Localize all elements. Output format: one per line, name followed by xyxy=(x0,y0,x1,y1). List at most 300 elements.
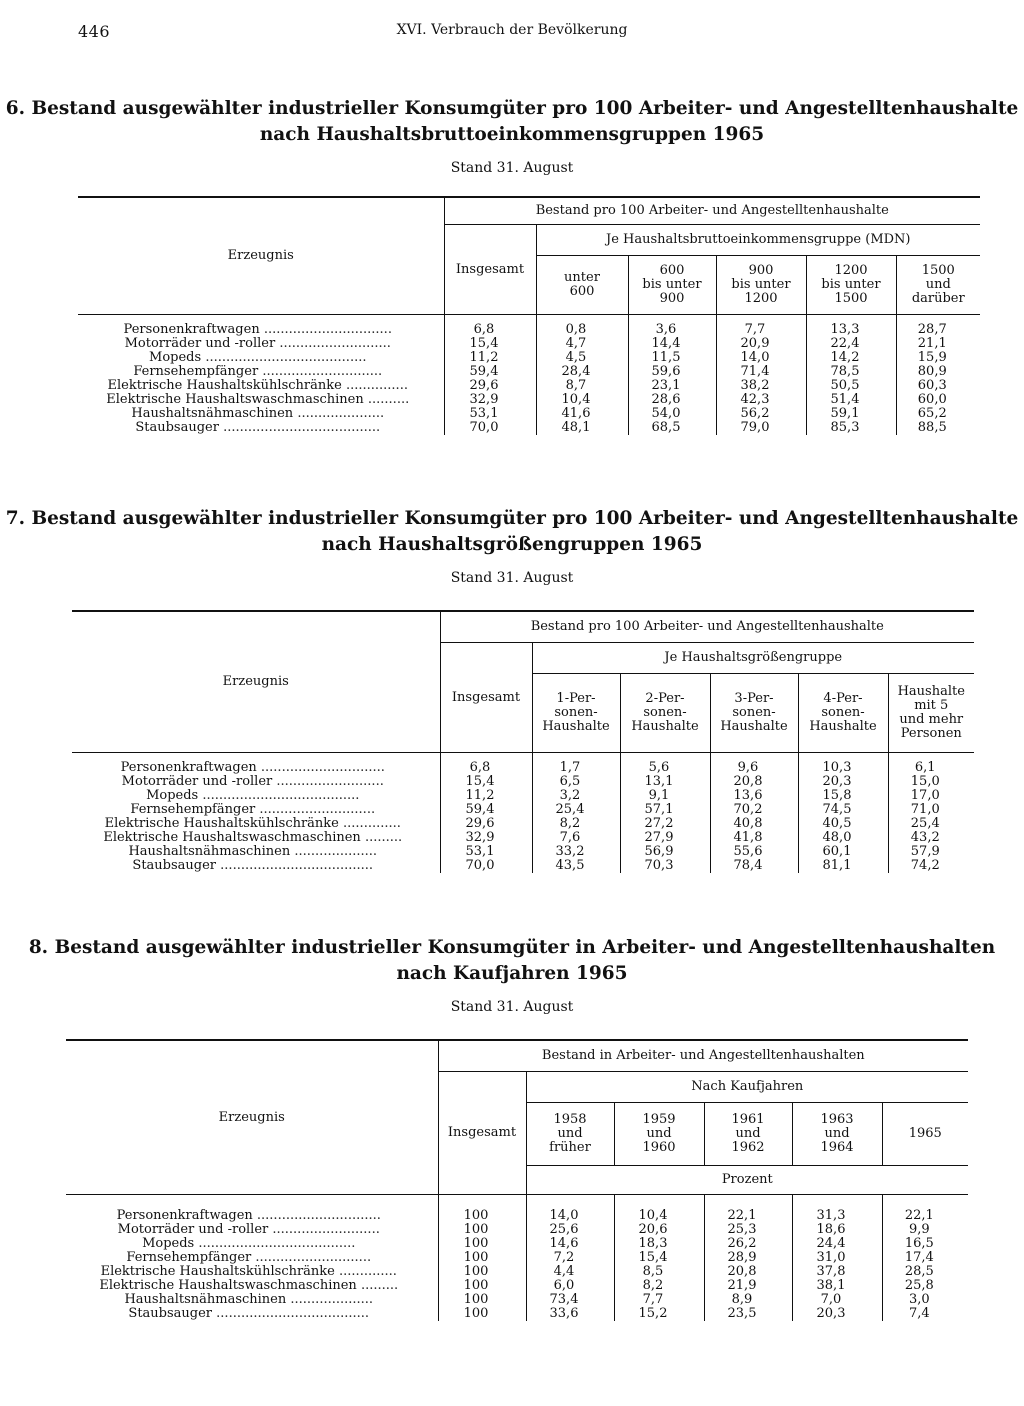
value-total: 53,1 xyxy=(440,845,532,859)
data-table xyxy=(72,610,974,873)
row-label: Elektrische Haushaltskühlschränke xyxy=(100,1265,335,1279)
row-label-cell xyxy=(78,351,444,365)
column-header-line: Haushalte xyxy=(897,684,965,699)
column-header-line: 1500 xyxy=(834,291,868,306)
value-cell: 16,5 xyxy=(882,1237,968,1251)
value-cell: 14,0 xyxy=(716,351,806,365)
value-cell: 24,4 xyxy=(792,1237,882,1251)
value-cell: 3,6 xyxy=(628,323,716,337)
value-cell: 0,8 xyxy=(536,323,628,337)
header-row-group xyxy=(66,1040,968,1072)
value-cell: 6,5 xyxy=(532,775,620,789)
leader-dots: ............................ xyxy=(259,803,376,817)
value-cell: 20,8 xyxy=(704,1265,792,1279)
value-cell: 1,7 xyxy=(532,761,620,775)
column-subgroup-header: Nach Kaufjahren xyxy=(526,1072,968,1103)
row-label: Fernsehempfänger xyxy=(126,1251,252,1265)
row-label: Staubsauger xyxy=(132,859,217,873)
running-title: XVI. Verbrauch der Bevölkerung xyxy=(396,22,628,38)
value-cell: 8,7 xyxy=(536,379,628,393)
table-row xyxy=(78,407,980,421)
row-label: Staubsauger xyxy=(135,421,219,435)
column-header-line: 1963 xyxy=(820,1112,854,1127)
leader-dots: .......................... xyxy=(276,775,384,789)
value-cell: 8,2 xyxy=(614,1279,704,1293)
leader-dots: ............... xyxy=(345,379,408,393)
value-cell: 9,9 xyxy=(882,1223,968,1237)
value-cell: 60,1 xyxy=(798,845,888,859)
leader-dots: .......................... xyxy=(272,1223,380,1237)
column-header-group-5 xyxy=(896,256,980,315)
value-total: 100 xyxy=(438,1237,526,1251)
value-cell: 78,5 xyxy=(806,365,896,379)
column-group-header: Bestand pro 100 Arbeiter- und Angestelltenhaushalte xyxy=(444,197,980,225)
table-row xyxy=(66,1209,968,1223)
column-header-line: 1962 xyxy=(731,1140,765,1155)
value-cell: 25,4 xyxy=(888,817,974,831)
value-total: 100 xyxy=(438,1265,526,1279)
row-label-cell xyxy=(66,1251,438,1265)
row-label-cell xyxy=(72,845,440,859)
value-cell: 14,4 xyxy=(628,337,716,351)
value-cell: 38,2 xyxy=(716,379,806,393)
value-cell: 8,5 xyxy=(614,1265,704,1279)
row-label-cell xyxy=(66,1209,438,1223)
column-header-group-2 xyxy=(620,674,710,753)
row-label: Elektrische Haushaltskühlschränke xyxy=(104,817,339,831)
value-cell: 59,6 xyxy=(628,365,716,379)
row-label-cell xyxy=(78,365,444,379)
value-cell: 74,5 xyxy=(798,803,888,817)
value-cell: 21,1 xyxy=(896,337,980,351)
value-total: 29,6 xyxy=(440,817,532,831)
value-cell: 23,5 xyxy=(704,1307,792,1321)
column-header-product: Erzeugnis xyxy=(72,611,440,753)
value-cell: 15,9 xyxy=(896,351,980,365)
column-header-line: 4-Per- xyxy=(823,691,863,706)
page-number: 446 xyxy=(78,22,111,41)
spacer-cell xyxy=(704,1195,792,1210)
table-title-line2: nach Kaufjahren 1965 xyxy=(396,963,628,984)
row-label: Elektrische Haushaltskühlschränke xyxy=(107,379,342,393)
leader-dots: .............. xyxy=(343,817,401,831)
value-cell: 40,8 xyxy=(710,817,798,831)
value-cell: 10,3 xyxy=(798,761,888,775)
value-cell: 9,6 xyxy=(710,761,798,775)
value-cell: 37,8 xyxy=(792,1265,882,1279)
spacer-row xyxy=(66,1195,968,1210)
row-label: Personenkraftwagen xyxy=(116,1209,253,1223)
value-cell: 79,0 xyxy=(716,421,806,435)
value-cell: 14,0 xyxy=(526,1209,614,1223)
value-total: 70,0 xyxy=(440,859,532,873)
leader-dots: ...................................... xyxy=(202,789,360,803)
leader-dots: .............................. xyxy=(256,1209,381,1223)
table-row xyxy=(66,1293,968,1307)
spacer-cell xyxy=(792,1195,882,1210)
leader-dots: ............................ xyxy=(255,1251,372,1265)
value-cell: 25,6 xyxy=(526,1223,614,1237)
value-cell: 41,6 xyxy=(536,407,628,421)
value-total: 100 xyxy=(438,1279,526,1293)
spacer-cell xyxy=(438,1195,526,1210)
table-row xyxy=(78,421,980,435)
value-cell: 28,4 xyxy=(536,365,628,379)
leader-dots: ........................... xyxy=(279,337,391,351)
value-total: 29,6 xyxy=(444,379,536,393)
value-cell: 7,0 xyxy=(792,1293,882,1307)
value-cell: 18,3 xyxy=(614,1237,704,1251)
leader-dots: ......... xyxy=(364,831,403,845)
table-row xyxy=(72,845,974,859)
value-total: 32,9 xyxy=(444,393,536,407)
value-cell: 55,6 xyxy=(710,845,798,859)
value-cell: 33,2 xyxy=(532,845,620,859)
row-label: Motorräder und -roller xyxy=(124,337,276,351)
table-row xyxy=(78,351,980,365)
value-cell: 14,2 xyxy=(806,351,896,365)
row-label-cell xyxy=(78,323,444,337)
column-header-group-5 xyxy=(882,1103,968,1166)
table-row xyxy=(78,379,980,393)
leader-dots: .......... xyxy=(367,393,410,407)
value-cell: 27,9 xyxy=(620,831,710,845)
column-header-total: Insgesamt xyxy=(438,1072,526,1195)
value-cell: 42,3 xyxy=(716,393,806,407)
value-cell: 22,1 xyxy=(704,1209,792,1223)
value-cell: 70,2 xyxy=(710,803,798,817)
value-cell: 3,0 xyxy=(882,1293,968,1307)
table-row xyxy=(66,1265,968,1279)
table-stand-date: Stand 31. August xyxy=(450,570,574,586)
row-label: Mopeds xyxy=(146,789,199,803)
value-cell: 25,4 xyxy=(532,803,620,817)
table-row xyxy=(72,789,974,803)
column-header-line: 1200 xyxy=(834,263,868,278)
table-row xyxy=(72,803,974,817)
column-header-line: 1500 xyxy=(921,263,955,278)
row-label: Elektrische Haushaltswaschmaschinen xyxy=(99,1279,357,1293)
table-row xyxy=(66,1237,968,1251)
value-cell: 73,4 xyxy=(526,1293,614,1307)
value-cell: 15,2 xyxy=(614,1307,704,1321)
column-group-header: Bestand in Arbeiter- und Angestelltenhaushalten xyxy=(438,1040,968,1072)
value-cell: 15,4 xyxy=(614,1251,704,1265)
row-label: Staubsauger xyxy=(128,1307,213,1321)
column-header-group-1 xyxy=(532,674,620,753)
value-total: 100 xyxy=(438,1251,526,1265)
data-table xyxy=(66,1039,968,1321)
value-cell: 7,7 xyxy=(716,323,806,337)
table-row xyxy=(72,761,974,775)
spacer-cell xyxy=(66,1195,438,1210)
value-total: 15,4 xyxy=(440,775,532,789)
value-cell: 7,6 xyxy=(532,831,620,845)
column-header-group-3 xyxy=(716,256,806,315)
column-header-total: Insgesamt xyxy=(440,643,532,753)
value-cell: 50,5 xyxy=(806,379,896,393)
value-cell: 43,5 xyxy=(532,859,620,873)
value-cell: 28,5 xyxy=(882,1265,968,1279)
row-label-cell xyxy=(78,337,444,351)
value-cell: 33,6 xyxy=(526,1307,614,1321)
table-6-section xyxy=(0,96,1024,435)
leader-dots: ..................... xyxy=(297,407,385,421)
value-cell: 22,4 xyxy=(806,337,896,351)
row-label-cell xyxy=(66,1223,438,1237)
column-header-line: und xyxy=(925,277,951,292)
table-row xyxy=(66,1223,968,1237)
row-label-cell xyxy=(78,407,444,421)
value-total: 53,1 xyxy=(444,407,536,421)
column-header-line: 1958 xyxy=(553,1112,587,1127)
column-header-line: Haushalte xyxy=(809,719,877,734)
value-cell: 7,7 xyxy=(614,1293,704,1307)
value-cell: 25,3 xyxy=(704,1223,792,1237)
value-cell: 85,3 xyxy=(806,421,896,435)
column-header-line: und xyxy=(646,1126,672,1141)
row-label-cell xyxy=(66,1307,438,1321)
column-subgroup-header: Je Haushaltsbruttoeinkommensgruppe (MDN) xyxy=(536,225,980,256)
column-header-line: und mehr xyxy=(899,712,964,727)
row-label: Personenkraftwagen xyxy=(123,323,260,337)
value-cell: 22,1 xyxy=(882,1209,968,1223)
column-header-line: sonen- xyxy=(643,705,687,720)
value-cell: 48,0 xyxy=(798,831,888,845)
column-header-line: bis unter xyxy=(821,277,881,292)
value-cell: 88,5 xyxy=(896,421,980,435)
spacer-cell xyxy=(526,1195,614,1210)
value-cell: 81,1 xyxy=(798,859,888,873)
column-header-line: 1960 xyxy=(642,1140,676,1155)
value-total: 100 xyxy=(438,1223,526,1237)
value-cell: 60,3 xyxy=(896,379,980,393)
column-header-total: Insgesamt xyxy=(444,225,536,315)
column-header-group-2 xyxy=(614,1103,704,1166)
value-cell: 28,6 xyxy=(628,393,716,407)
header-row-group xyxy=(72,611,974,643)
value-cell: 51,4 xyxy=(806,393,896,407)
value-total: 6,8 xyxy=(440,761,532,775)
column-header-line: unter xyxy=(564,270,600,285)
value-total: 11,2 xyxy=(440,789,532,803)
value-cell: 48,1 xyxy=(536,421,628,435)
column-header-line: 1-Per- xyxy=(556,691,596,706)
column-header-line: 1200 xyxy=(744,291,778,306)
table-8-section xyxy=(0,935,1024,1321)
column-header-group-1 xyxy=(536,256,628,315)
value-cell: 26,2 xyxy=(704,1237,792,1251)
value-cell: 38,1 xyxy=(792,1279,882,1293)
unit-label: Prozent xyxy=(526,1166,968,1195)
column-header-line: Haushalte xyxy=(631,719,699,734)
value-cell: 80,9 xyxy=(896,365,980,379)
value-cell: 17,0 xyxy=(888,789,974,803)
value-cell: 68,5 xyxy=(628,421,716,435)
row-label-cell xyxy=(72,803,440,817)
row-label: Haushaltsnähmaschinen xyxy=(128,845,291,859)
value-cell: 27,2 xyxy=(620,817,710,831)
table-stand-date: Stand 31. August xyxy=(450,999,574,1015)
value-total: 100 xyxy=(438,1209,526,1223)
value-cell: 65,2 xyxy=(896,407,980,421)
value-cell: 31,3 xyxy=(792,1209,882,1223)
value-cell: 28,9 xyxy=(704,1251,792,1265)
row-label: Motorräder und -roller xyxy=(121,775,273,789)
row-label: Motorräder und -roller xyxy=(117,1223,269,1237)
table-row xyxy=(78,393,980,407)
value-cell: 17,4 xyxy=(882,1251,968,1265)
value-total: 100 xyxy=(438,1293,526,1307)
value-cell: 18,6 xyxy=(792,1223,882,1237)
row-label-cell xyxy=(66,1293,438,1307)
value-cell: 11,5 xyxy=(628,351,716,365)
column-header-line: früher xyxy=(549,1140,591,1155)
column-header-line: sonen- xyxy=(732,705,776,720)
spacer-cell xyxy=(78,315,444,324)
row-label-cell xyxy=(72,817,440,831)
row-label-cell xyxy=(72,775,440,789)
row-label: Personenkraftwagen xyxy=(120,761,257,775)
value-cell: 9,1 xyxy=(620,789,710,803)
leader-dots: .................... xyxy=(294,845,378,859)
value-cell: 70,3 xyxy=(620,859,710,873)
column-header-product: Erzeugnis xyxy=(66,1040,438,1195)
spacer-cell xyxy=(614,1195,704,1210)
spacer-cell xyxy=(882,1195,968,1210)
row-label: Elektrische Haushaltswaschmaschinen xyxy=(106,393,364,407)
value-cell: 40,5 xyxy=(798,817,888,831)
column-header-line: 2-Per- xyxy=(645,691,685,706)
row-label: Haushaltsnähmaschinen xyxy=(131,407,294,421)
column-header-group-3 xyxy=(704,1103,792,1166)
column-header-line: 1965 xyxy=(908,1126,942,1141)
table-row xyxy=(66,1279,968,1293)
value-total: 15,4 xyxy=(444,337,536,351)
value-cell: 20,8 xyxy=(710,775,798,789)
header-row-group xyxy=(78,197,980,225)
value-cell: 74,2 xyxy=(888,859,974,873)
value-cell: 8,9 xyxy=(704,1293,792,1307)
column-header-group-1 xyxy=(526,1103,614,1166)
column-header-group-4 xyxy=(792,1103,882,1166)
value-cell: 78,4 xyxy=(710,859,798,873)
table-row xyxy=(72,775,974,789)
column-header-line: 1964 xyxy=(820,1140,854,1155)
column-header-line: 900 xyxy=(659,291,685,306)
value-cell: 57,1 xyxy=(620,803,710,817)
column-header-line: bis unter xyxy=(642,277,702,292)
table-title-line2: nach Haushaltsbruttoeinkommensgruppen 1965 xyxy=(259,124,765,145)
row-label: Fernsehempfänger xyxy=(133,365,259,379)
column-header-line: und xyxy=(735,1126,761,1141)
column-header-product: Erzeugnis xyxy=(78,197,444,315)
row-label-cell xyxy=(78,421,444,435)
column-header-line: 1959 xyxy=(642,1112,676,1127)
value-cell: 59,1 xyxy=(806,407,896,421)
table-7-section xyxy=(0,506,1024,873)
value-cell: 3,2 xyxy=(532,789,620,803)
row-label: Haushaltsnähmaschinen xyxy=(124,1293,287,1307)
column-header-line: 1961 xyxy=(731,1112,765,1127)
value-total: 100 xyxy=(438,1307,526,1321)
value-cell: 23,1 xyxy=(628,379,716,393)
value-total: 6,8 xyxy=(444,323,536,337)
column-header-line: 600 xyxy=(569,284,595,299)
table-title-line1: 6. Bestand ausgewählter industrieller Konsumgüter pro 100 Arbeiter- und Angestelltenhaushalte xyxy=(5,98,1019,119)
value-cell: 20,3 xyxy=(792,1307,882,1321)
value-cell: 15,8 xyxy=(798,789,888,803)
row-label-cell xyxy=(66,1237,438,1251)
row-label: Mopeds xyxy=(149,351,202,365)
value-cell: 10,4 xyxy=(614,1209,704,1223)
value-cell: 5,6 xyxy=(620,761,710,775)
value-cell: 56,2 xyxy=(716,407,806,421)
column-group-header: Bestand pro 100 Arbeiter- und Angestelltenhaushalte xyxy=(440,611,974,643)
column-header-line: mit 5 xyxy=(914,698,949,713)
value-cell: 57,9 xyxy=(888,845,974,859)
table-stand-date: Stand 31. August xyxy=(450,160,574,176)
row-label: Elektrische Haushaltswaschmaschinen xyxy=(103,831,361,845)
table-row xyxy=(66,1251,968,1265)
value-cell: 13,1 xyxy=(620,775,710,789)
value-cell: 20,9 xyxy=(716,337,806,351)
table-row xyxy=(78,337,980,351)
leader-dots: .............. xyxy=(339,1265,397,1279)
value-total: 32,9 xyxy=(440,831,532,845)
leader-dots: ...................................... xyxy=(223,421,381,435)
column-header-line: und xyxy=(824,1126,850,1141)
row-label-cell xyxy=(72,789,440,803)
value-cell: 7,4 xyxy=(882,1307,968,1321)
value-cell: 71,4 xyxy=(716,365,806,379)
value-cell: 43,2 xyxy=(888,831,974,845)
column-header-group-2 xyxy=(628,256,716,315)
column-header-line: bis unter xyxy=(731,277,791,292)
value-cell: 71,0 xyxy=(888,803,974,817)
spacer-cell xyxy=(72,753,440,762)
value-cell: 13,3 xyxy=(806,323,896,337)
value-cell: 4,4 xyxy=(526,1265,614,1279)
value-total: 59,4 xyxy=(444,365,536,379)
value-cell: 14,6 xyxy=(526,1237,614,1251)
value-cell: 31,0 xyxy=(792,1251,882,1265)
row-label-cell xyxy=(72,831,440,845)
column-header-line: und xyxy=(557,1126,583,1141)
value-cell: 4,5 xyxy=(536,351,628,365)
value-cell: 41,8 xyxy=(710,831,798,845)
value-cell: 56,9 xyxy=(620,845,710,859)
column-header-group-4 xyxy=(798,674,888,753)
value-cell: 8,2 xyxy=(532,817,620,831)
column-subgroup-header: Je Haushaltsgrößengruppe xyxy=(532,643,974,674)
row-label-cell xyxy=(78,393,444,407)
column-header-line: Personen xyxy=(900,726,962,741)
row-label: Mopeds xyxy=(142,1237,195,1251)
column-header-group-5 xyxy=(888,674,974,753)
leader-dots: ..................................... xyxy=(220,859,374,873)
value-cell: 20,3 xyxy=(798,775,888,789)
row-label-cell xyxy=(72,761,440,775)
table-row xyxy=(72,817,974,831)
value-cell: 13,6 xyxy=(710,789,798,803)
value-cell: 6,0 xyxy=(526,1279,614,1293)
page-header xyxy=(0,22,1024,44)
leader-dots: ..................................... xyxy=(216,1307,370,1321)
column-header-line: 900 xyxy=(748,263,774,278)
value-cell: 6,1 xyxy=(888,761,974,775)
column-header-group-3 xyxy=(710,674,798,753)
